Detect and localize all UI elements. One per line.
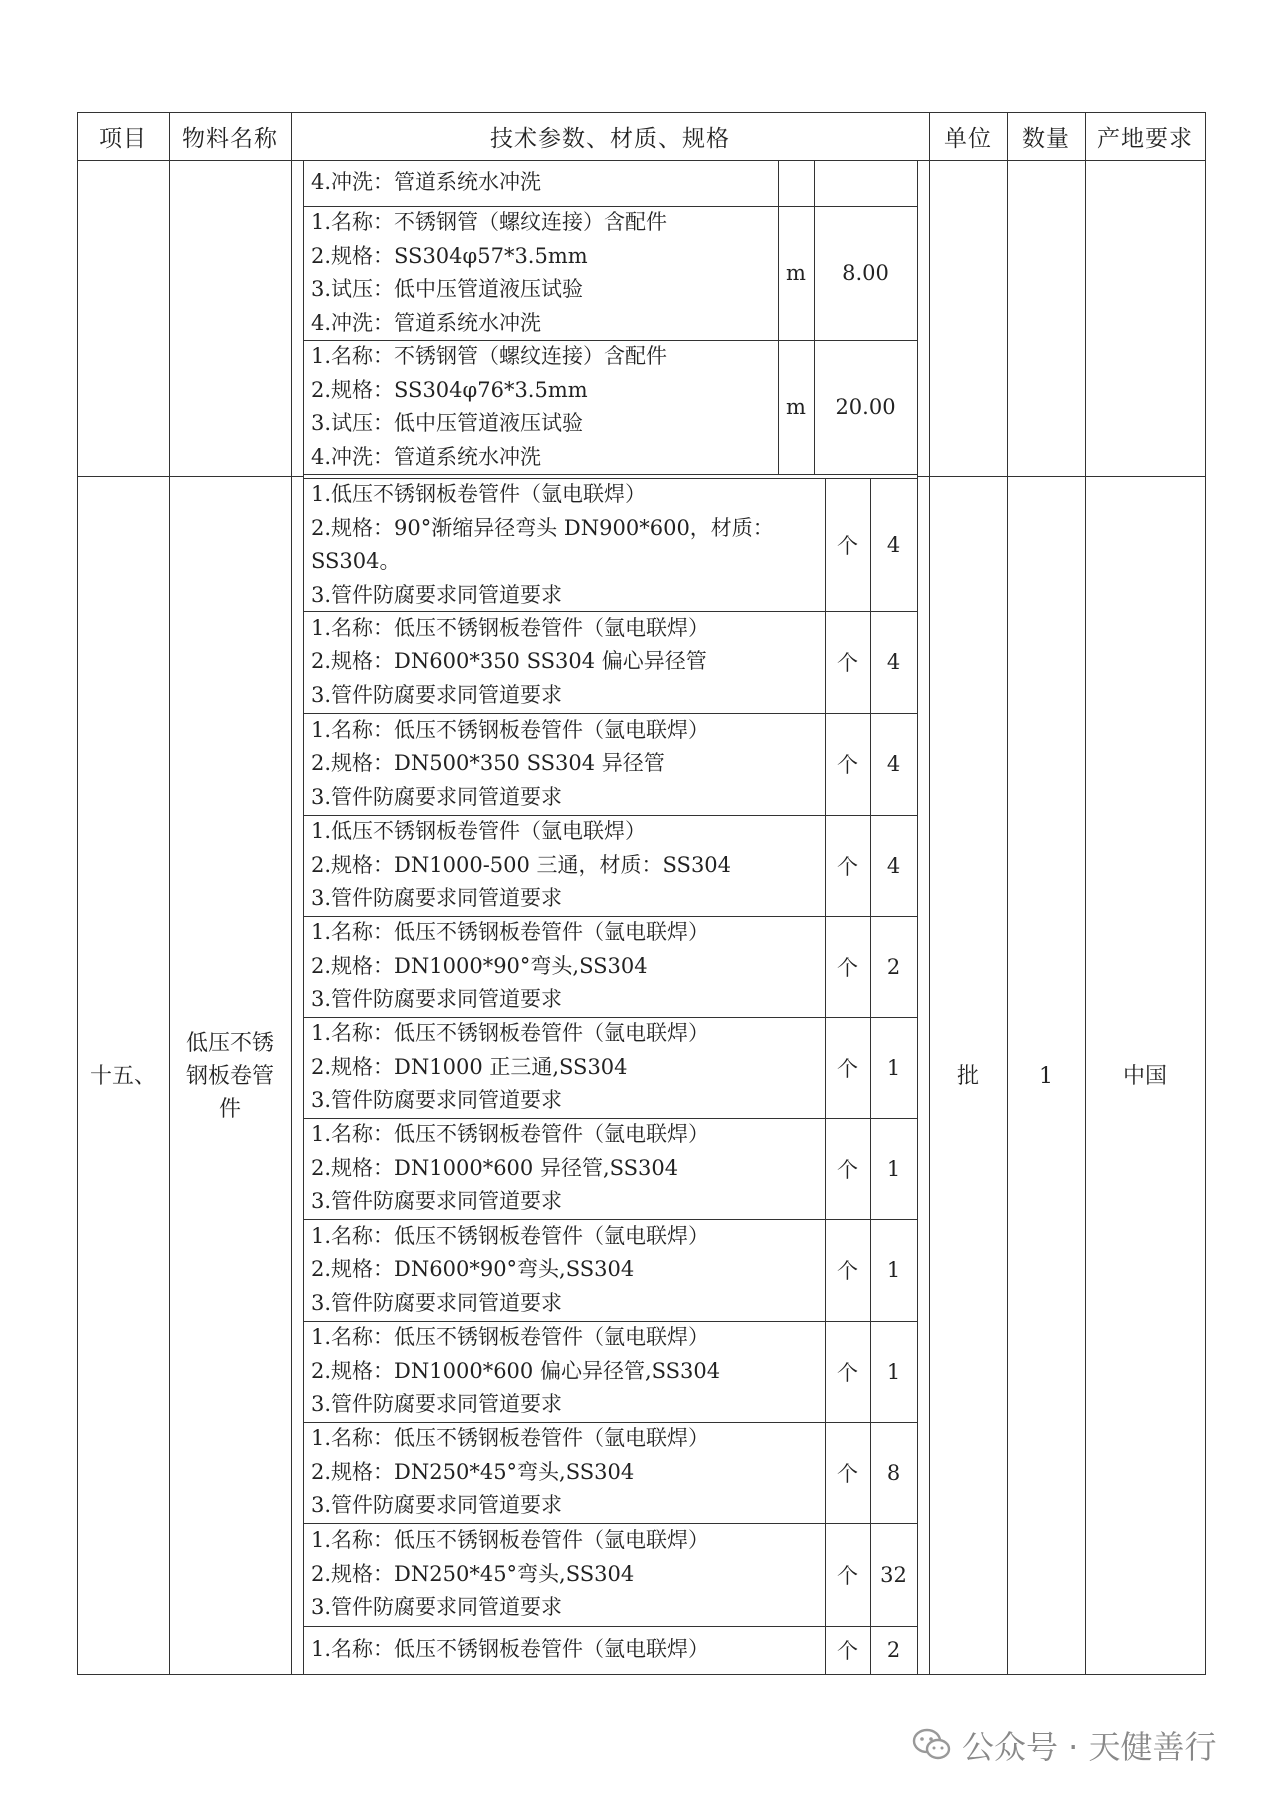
grid-line bbox=[77, 160, 1206, 161]
watermark bbox=[912, 1722, 1217, 1768]
s15-row-unit-cell: 个 bbox=[837, 1056, 858, 1081]
grid-line bbox=[169, 112, 170, 1674]
s15-row-spec-cell bbox=[311, 478, 821, 611]
s15-row-spec-cell bbox=[311, 1626, 821, 1674]
grid-line bbox=[814, 160, 815, 474]
grid-line bbox=[77, 476, 303, 477]
spec-line: 2.规格：DN1000 正三通,SS304 bbox=[311, 1054, 628, 1079]
s15-row-qty-cell: 1 bbox=[886, 1258, 901, 1282]
spec-line: 3.管件防腐要求同管道要求 bbox=[311, 784, 563, 809]
top-row-spec-cell bbox=[311, 160, 774, 206]
header-material-name: 物料名称 bbox=[182, 125, 278, 152]
spec-line: 1.名称：低压不锈钢板卷管件（氩电联焊） bbox=[311, 920, 710, 945]
s15-row-unit-cell: 个 bbox=[837, 1360, 858, 1385]
spec-line: 4.冲洗：管道系统水冲洗 bbox=[311, 444, 542, 469]
grid-line bbox=[1085, 112, 1086, 1674]
spec-line: 3.管件防腐要求同管道要求 bbox=[311, 582, 563, 607]
grid-line bbox=[291, 112, 292, 1674]
s15-row-unit-cell: 个 bbox=[837, 753, 858, 777]
s15-row-qty-cell: 4 bbox=[886, 752, 901, 776]
s15-row-spec-cell bbox=[311, 1523, 821, 1626]
s15-row-spec-cell bbox=[311, 1422, 821, 1523]
section-15-origin: 中国 bbox=[1122, 1063, 1167, 1089]
s15-row-spec-cell bbox=[311, 1321, 821, 1422]
s15-row-unit-cell: 个 bbox=[837, 1157, 858, 1182]
spec-line: 2.规格：SS304φ57*3.5mm bbox=[311, 243, 588, 268]
section-15-material-name: 低压不锈钢板卷管件 bbox=[185, 1030, 274, 1122]
grid-line bbox=[917, 476, 1206, 477]
spec-line: 1.低压不锈钢板卷管件（氩电联焊） bbox=[311, 819, 647, 844]
s15-row-spec-cell bbox=[311, 815, 821, 916]
grid-line bbox=[778, 160, 779, 474]
grid-line bbox=[303, 206, 917, 207]
grid-line bbox=[870, 478, 871, 1674]
s15-row-qty-cell: 4 bbox=[886, 532, 901, 557]
spec-line: 2.规格：SS304φ76*3.5mm bbox=[311, 377, 588, 402]
s15-row-spec-cell bbox=[311, 1219, 821, 1321]
spec-line: 1.名称：低压不锈钢板卷管件（氩电联焊） bbox=[311, 717, 710, 742]
s15-row-qty-cell: 8 bbox=[886, 1460, 901, 1485]
grid-line bbox=[303, 160, 304, 1674]
s15-row-qty-cell: 2 bbox=[886, 1638, 901, 1662]
s15-row-spec-cell bbox=[311, 713, 821, 815]
top-row-qty-cell: 20.00 bbox=[835, 395, 896, 419]
spec-line: 2.规格：DN250*45°弯头,SS304 bbox=[311, 1561, 635, 1586]
grid-line bbox=[929, 112, 930, 1674]
s15-row-qty-cell: 1 bbox=[886, 1156, 901, 1181]
spec-line: 3.管件防腐要求同管道要求 bbox=[311, 987, 563, 1012]
section-15-project: 十五、 bbox=[89, 1063, 156, 1089]
grid-line bbox=[1007, 112, 1008, 1674]
s15-row-spec-cell bbox=[311, 1118, 821, 1219]
spec-line: 3.管件防腐要求同管道要求 bbox=[311, 1189, 563, 1214]
spec-line: 1.名称：低压不锈钢板卷管件（氩电联焊） bbox=[311, 1122, 710, 1147]
header-quantity: 数量 bbox=[1022, 125, 1070, 152]
spec-line: 2.规格：DN1000*600 偏心异径管,SS304 bbox=[311, 1358, 721, 1383]
s15-row-unit-cell: 个 bbox=[837, 1259, 858, 1283]
spec-line: 2.规格：DN600*90°弯头,SS304 bbox=[311, 1257, 635, 1282]
grid-line bbox=[825, 478, 826, 1674]
spec-line: 2.规格：DN500*350 SS304 异径管 bbox=[311, 751, 665, 776]
grid-line bbox=[77, 112, 78, 1674]
spec-line: 2.规格：90°渐缩异径弯头 DN900*600，材质： bbox=[311, 515, 774, 540]
spec-line: 1.名称：低压不锈钢板卷管件（氩电联焊） bbox=[311, 1528, 710, 1553]
grid-line bbox=[77, 1674, 1206, 1675]
grid-line bbox=[77, 112, 1206, 113]
spec-line: 1.低压不锈钢板卷管件（氩电联焊） bbox=[311, 482, 647, 506]
top-row-spec-cell bbox=[311, 206, 774, 340]
header-unit: 单位 bbox=[944, 125, 992, 152]
spec-line: 3.试压：低中压管道液压试验 bbox=[311, 411, 584, 435]
spec-line: 1.名称：低压不锈钢板卷管件（氩电联焊） bbox=[311, 1426, 710, 1451]
spec-line: 2.规格：DN250*45°弯头,SS304 bbox=[311, 1459, 635, 1484]
spec-line: 3.管件防腐要求同管道要求 bbox=[311, 1392, 563, 1417]
watermark-text: 公众号 · 天健善行 bbox=[962, 1728, 1217, 1766]
grid-line bbox=[1205, 112, 1206, 1674]
spec-line: 3.管件防腐要求同管道要求 bbox=[311, 1493, 563, 1518]
s15-row-spec-cell bbox=[311, 916, 821, 1017]
s15-row-qty-cell: 32 bbox=[880, 1562, 907, 1587]
s15-row-qty-cell: 4 bbox=[886, 650, 901, 674]
spec-line: 2.规格：DN600*350 SS304 偏心异径管 bbox=[311, 649, 707, 674]
s15-row-qty-cell: 1 bbox=[886, 1055, 901, 1080]
top-row-qty-cell: 8.00 bbox=[842, 261, 889, 285]
spec-line: 4.冲洗：管道系统水冲洗 bbox=[311, 310, 542, 335]
s15-row-unit-cell: 个 bbox=[837, 854, 858, 879]
spec-line: 3.管件防腐要求同管道要求 bbox=[311, 1595, 563, 1620]
spec-line: 1.名称：不锈钢管（螺纹连接）含配件 bbox=[311, 210, 668, 234]
s15-row-unit-cell: 个 bbox=[837, 533, 858, 558]
s15-row-unit-cell: 个 bbox=[837, 955, 858, 980]
spec-line: 1.名称：低压不锈钢板卷管件（氩电联焊） bbox=[311, 615, 710, 640]
section-15-unit: 批 bbox=[956, 1063, 979, 1089]
spec-line: 4.冲洗：管道系统水冲洗 bbox=[311, 170, 542, 195]
grid-line bbox=[303, 474, 917, 475]
s15-row-qty-cell: 2 bbox=[886, 954, 901, 979]
s15-row-unit-cell: 个 bbox=[837, 1461, 858, 1486]
grid-line bbox=[303, 340, 917, 341]
spec-line: 1.名称：低压不锈钢板卷管件（氩电联焊） bbox=[311, 1021, 710, 1046]
top-row-spec-cell bbox=[311, 340, 774, 474]
wechat-icon bbox=[912, 1728, 952, 1762]
spec-line: 2.规格：DN1000*90°弯头,SS304 bbox=[311, 953, 648, 978]
top-row-unit-cell: m bbox=[786, 261, 806, 285]
s15-row-spec-cell bbox=[311, 1017, 821, 1118]
top-row-unit-cell: m bbox=[786, 395, 806, 419]
spec-line: SS304。 bbox=[311, 549, 401, 573]
s15-row-unit-cell: 个 bbox=[837, 651, 858, 675]
header-origin: 产地要求 bbox=[1097, 125, 1193, 152]
spec-line: 3.管件防腐要求同管道要求 bbox=[311, 1290, 563, 1315]
spec-line: 1.名称：不锈钢管（螺纹连接）含配件 bbox=[311, 344, 668, 368]
s15-row-unit-cell: 个 bbox=[837, 1563, 858, 1588]
s15-row-unit-cell: 个 bbox=[837, 1639, 858, 1663]
spec-line: 3.管件防腐要求同管道要求 bbox=[311, 886, 563, 911]
s15-row-spec-cell bbox=[311, 611, 821, 713]
top-row-qty-cell bbox=[814, 160, 917, 206]
spec-line: 3.管件防腐要求同管道要求 bbox=[311, 682, 563, 707]
spec-line: 3.管件防腐要求同管道要求 bbox=[311, 1088, 563, 1113]
spec-line: 1.名称：低压不锈钢板卷管件（氩电联焊） bbox=[311, 1325, 710, 1350]
header-project: 项目 bbox=[99, 125, 147, 152]
spec-line: 3.试压：低中压管道液压试验 bbox=[311, 277, 584, 301]
s15-row-qty-cell: 4 bbox=[886, 853, 901, 878]
spec-line: 1.名称：低压不锈钢板卷管件（氩电联焊） bbox=[311, 1223, 710, 1248]
spec-line: 2.规格：DN1000*600 异径管,SS304 bbox=[311, 1155, 679, 1180]
header-spec: 技术参数、材质、规格 bbox=[490, 125, 730, 152]
spec-line: 1.名称：低压不锈钢板卷管件（氩电联焊） bbox=[311, 1637, 710, 1662]
top-row-unit-cell bbox=[778, 160, 814, 206]
s15-row-qty-cell: 1 bbox=[886, 1359, 901, 1384]
section-15-quantity: 1 bbox=[1039, 1063, 1053, 1089]
grid-line bbox=[917, 160, 918, 1674]
spec-line: 2.规格：DN1000-500 三通，材质：SS304 bbox=[311, 852, 732, 877]
